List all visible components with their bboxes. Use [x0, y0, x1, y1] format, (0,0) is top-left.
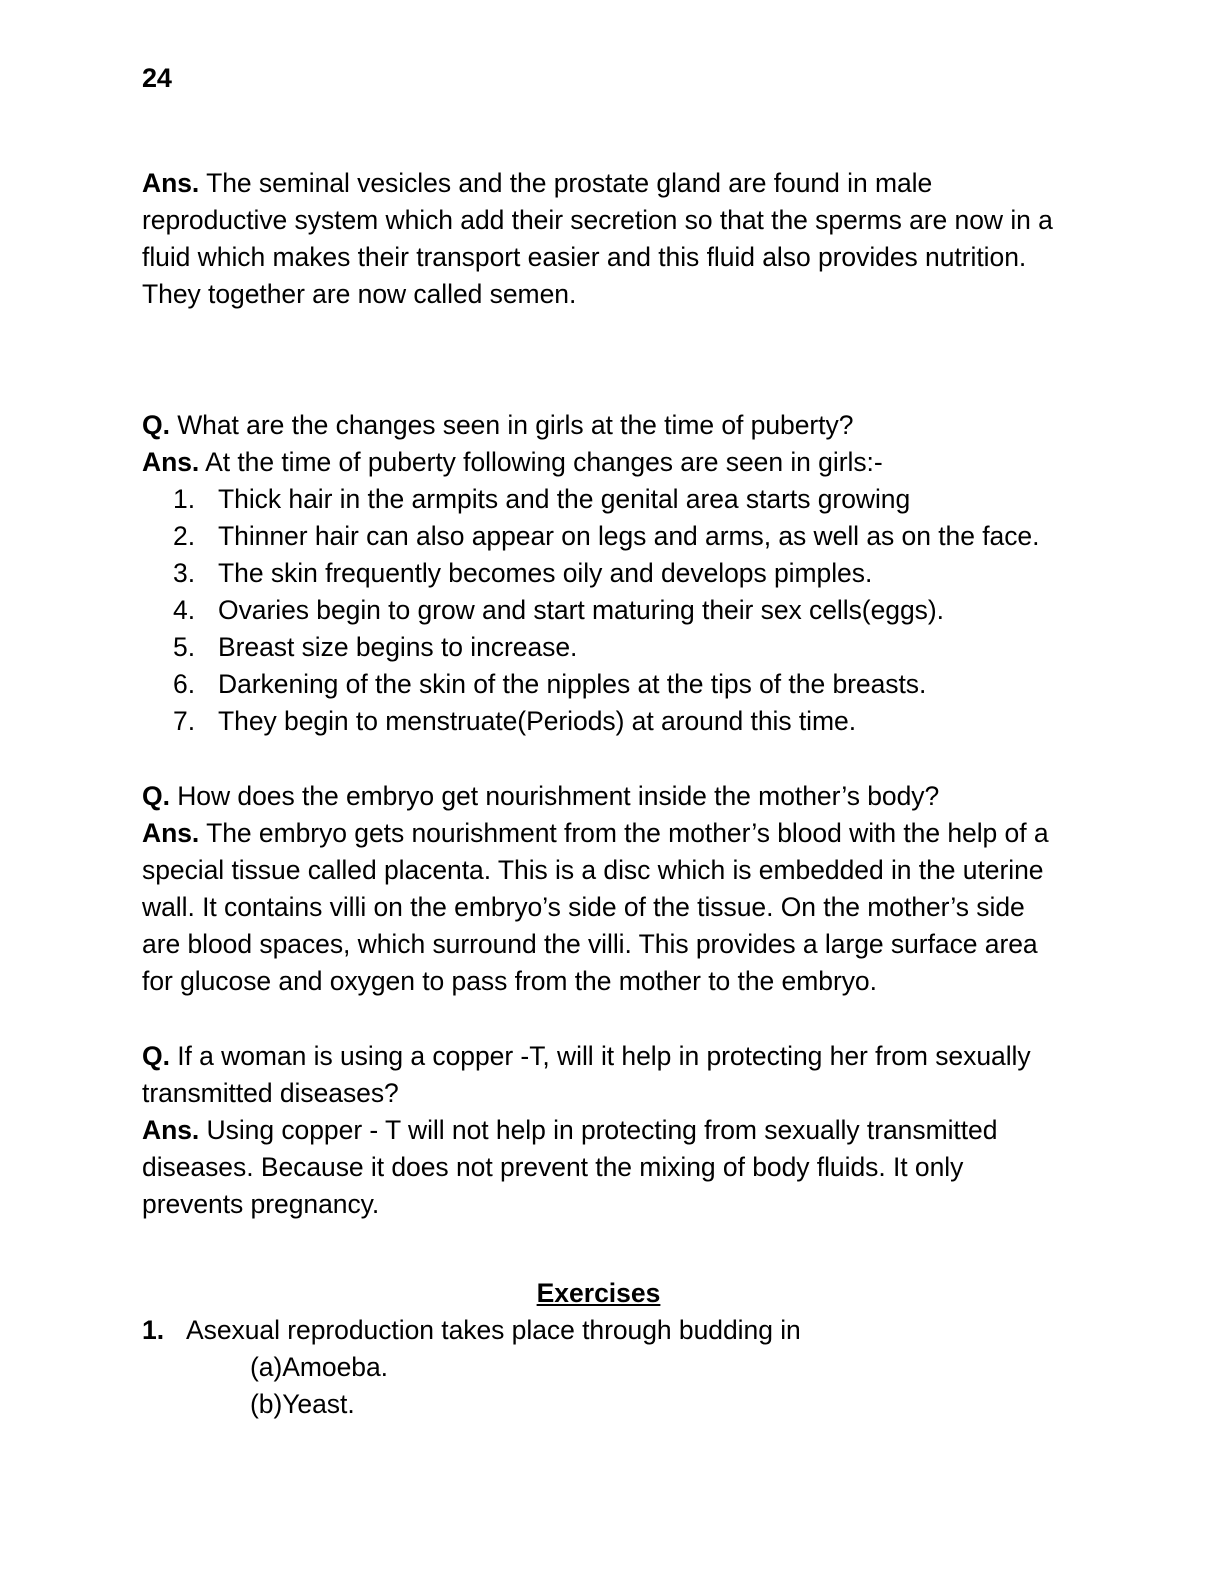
option-text: (a)Amoeba. [250, 1352, 388, 1382]
answer-label: Ans. [142, 168, 200, 198]
question-paragraph-copper-t [142, 1038, 1062, 1112]
list-item-text: The skin frequently becomes oily and develops pimples. [218, 558, 873, 588]
answer-text: At the time of puberty following changes are seen in girls:- [199, 447, 883, 477]
answer-label: Ans. [142, 1115, 200, 1145]
spacer [142, 381, 1062, 407]
answer-text: The seminal vesicles and the prostate gland are found in male reproductive system which add their secretion so that the sperms are now in a fluid which makes their transport easier and this fluid also provides nutrition. They together are now called semen. [142, 168, 1053, 309]
answer-paragraph-semen [142, 165, 1062, 313]
page-content [142, 60, 1062, 1423]
question-text: How does the embryo get nourishment inside the mother’s body? [169, 781, 940, 811]
answer-text: The embryo gets nourishment from the mother’s blood with the help of a special tissue called placenta. This is a disc which is embedded in the uterine wall. It contains villi on the embryo’s side of the tissue. On the mother’s side are blood spaces, which surround the villi. This provides a large surface area for glucose and oxygen to pass from the mother to the embryo. [142, 818, 1049, 996]
exercises-heading: Exercises [536, 1278, 661, 1308]
list-item-number: 3. [173, 558, 196, 588]
list-item [142, 518, 1062, 555]
spacer [142, 1223, 1062, 1261]
list-item [142, 629, 1062, 666]
list-item-text: They begin to menstruate(Periods) at around this time. [218, 706, 857, 736]
list-item-number: 5. [173, 632, 196, 662]
answer-paragraph-puberty [142, 444, 1062, 481]
answer-paragraph-copper-t [142, 1112, 1062, 1223]
list-item-number: 2. [173, 521, 196, 551]
list-item-text: Thinner hair can also appear on legs and arms, as well as on the face. [218, 521, 1040, 551]
question-paragraph-puberty [142, 407, 1062, 444]
list-item [142, 666, 1062, 703]
answer-paragraph-embryo [142, 815, 1062, 1000]
question-label: Q. [142, 1041, 170, 1071]
spacer [142, 313, 1062, 381]
list-item [142, 481, 1062, 518]
spacer [142, 1000, 1062, 1038]
list-item [142, 1349, 1062, 1386]
list-item-text: Breast size begins to increase. [218, 632, 578, 662]
page-number: 24 [142, 63, 172, 93]
question-text: What are the changes seen in girls at the time of puberty? [169, 410, 854, 440]
list-item [142, 1386, 1062, 1423]
list-item [142, 555, 1062, 592]
list-item-text: Thick hair in the armpits and the genital area starts growing [218, 484, 911, 514]
option-text: (b)Yeast. [250, 1389, 355, 1419]
spacer [142, 1261, 1062, 1275]
exercise-question-1 [142, 1312, 1062, 1349]
spacer [142, 97, 1062, 165]
exercise-options-list [142, 1349, 1062, 1423]
answer-text: Using copper - T will not help in protecting from sexually transmitted diseases. Because it does not prevent the mixing of body fluids. It only prevents pregnancy. [142, 1115, 998, 1219]
list-item-number: 1. [173, 484, 196, 514]
list-item-text: Ovaries begin to grow and start maturing their sex cells(eggs). [218, 595, 944, 625]
list-item [142, 592, 1062, 629]
question-label: Q. [142, 781, 170, 811]
list-item [142, 703, 1062, 740]
puberty-changes-list [142, 481, 1062, 740]
list-item-text: Darkening of the skin of the nipples at the tips of the breasts. [218, 669, 927, 699]
exercise-text: Asexual reproduction takes place through budding in [186, 1315, 801, 1345]
list-item-number: 6. [173, 669, 196, 699]
answer-label: Ans. [142, 818, 200, 848]
answer-label: Ans. [142, 447, 200, 477]
question-label: Q. [142, 410, 170, 440]
question-text: If a woman is using a copper -T, will it help in protecting her from sexually transmitted diseases? [142, 1041, 1031, 1108]
spacer [142, 740, 1062, 778]
question-paragraph-embryo [142, 778, 1062, 815]
exercise-number: 1. [142, 1315, 165, 1345]
list-item-number: 4. [173, 595, 196, 625]
list-item-number: 7. [173, 706, 196, 736]
